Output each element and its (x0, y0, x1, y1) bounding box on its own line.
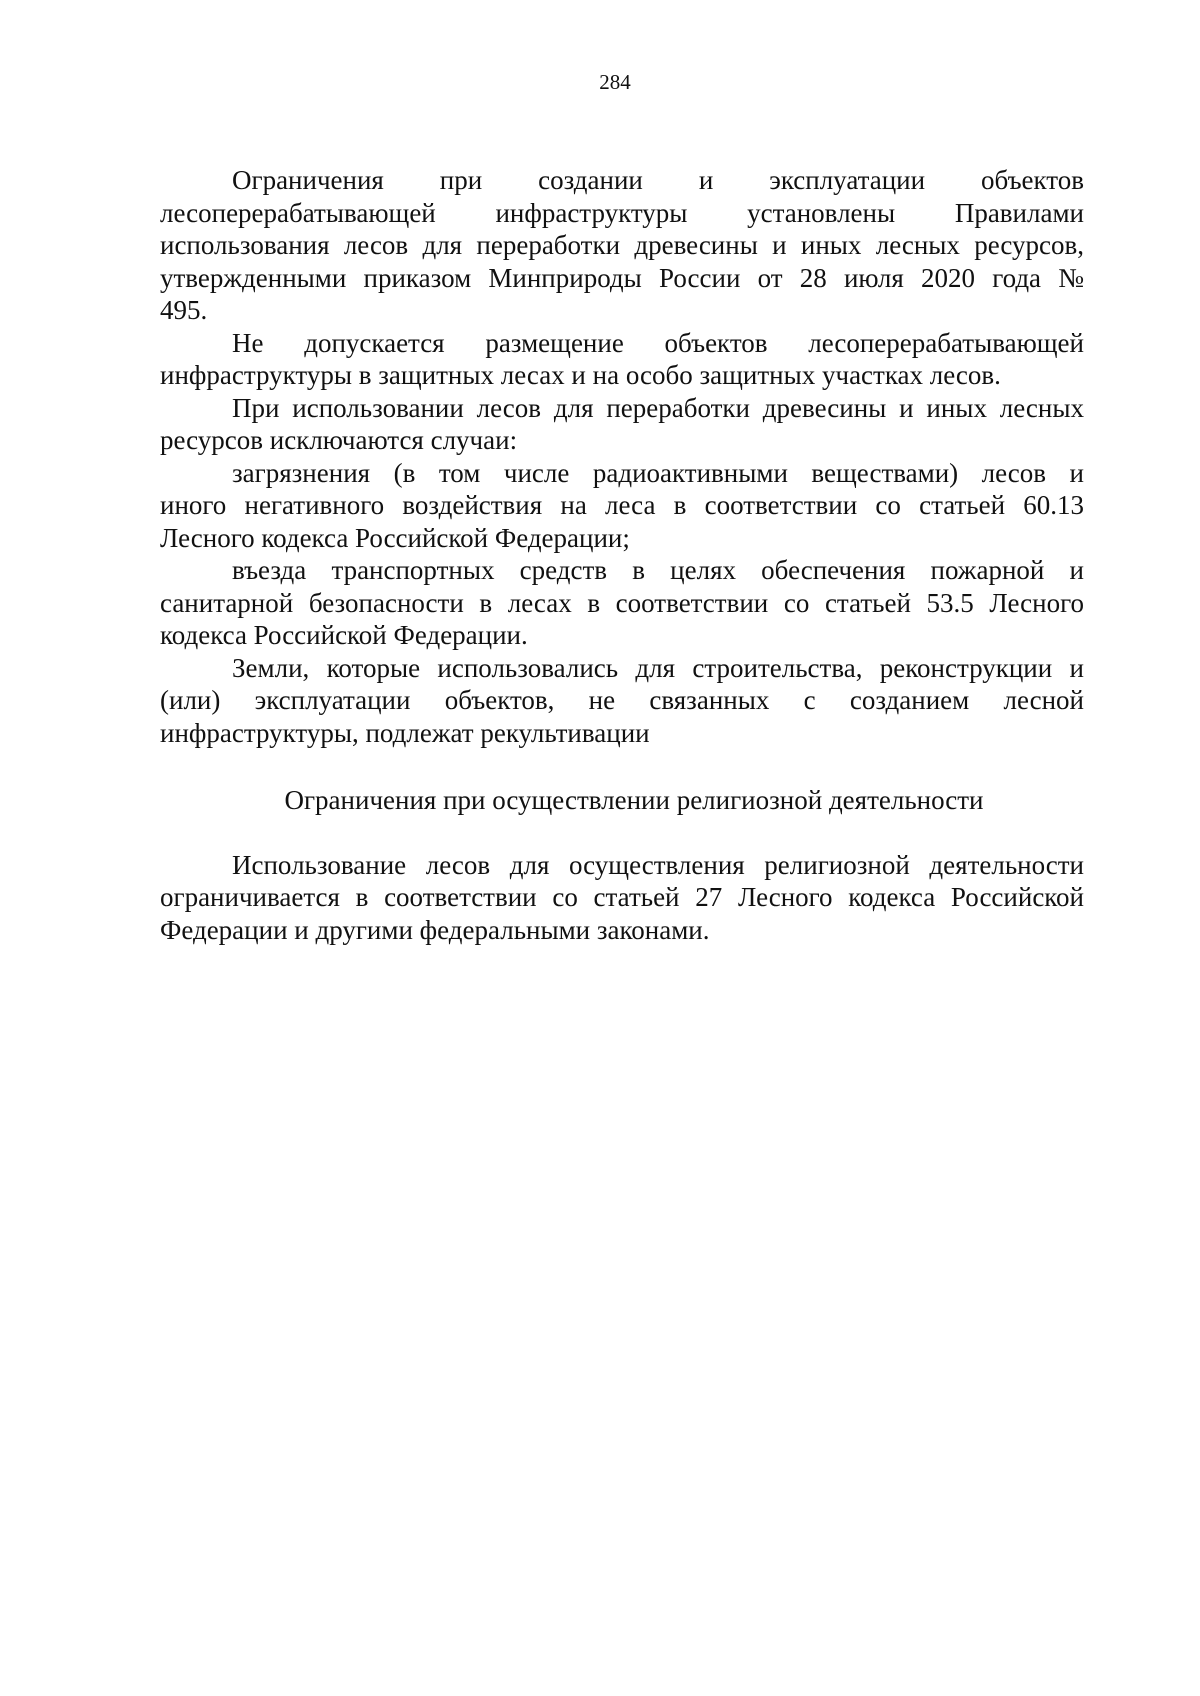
text-line: ресурсов исключаются случаи: (160, 425, 518, 455)
document-body (160, 164, 1084, 946)
paragraph-land-recultivation (160, 652, 1084, 750)
text-line: загрязнения (в том числе радиоактивными веществами) лесов и (232, 457, 1084, 488)
text-line: использования лесов для переработки древесины и иных лесных ресурсов, (160, 230, 1084, 260)
paragraph-vehicle-entry-case (160, 554, 1084, 652)
paragraph-excluded-cases (160, 392, 1084, 457)
text-line: Земли, которые использовались для строительства, реконструкции и (232, 652, 1084, 683)
text-line: При использовании лесов для переработки древесины и иных лесных (232, 392, 1084, 423)
text-line: Ограничения при создании и эксплуатации объектов (232, 165, 1084, 195)
paragraph-religious-activity (160, 849, 1084, 947)
text-line: ограничивается в соответствии со статьей 27 Лесного кодекса Российской (160, 882, 1084, 912)
text-line: Использование лесов для осуществления религиозной деятельности (232, 849, 1084, 880)
text-line: Не допускается размещение объектов лесоперерабатывающей (232, 327, 1084, 358)
text-line: Лесного кодекса Российской Федерации; (160, 522, 630, 553)
paragraph-placement-prohibition (160, 327, 1084, 392)
paragraph-forest-processing-rules (160, 164, 1084, 327)
text-line: (или) эксплуатации объектов, не связанных с созданием лесной (160, 685, 1084, 715)
text-line: санитарной безопасности в лесах в соответствии со статьей 53.5 Лесного (160, 587, 1084, 618)
text-line: инфраструктуры в защитных лесах и на особо защитных участках лесов. (160, 360, 1001, 390)
page-number: 284 (599, 70, 631, 94)
text-line: лесоперерабатывающей инфраструктуры установлены Правилами (160, 197, 1084, 228)
text-line: въезда транспортных средств в целях обеспечения пожарной и (232, 555, 1084, 585)
text-line: иного негативного воздействия на леса в соответствии со статьей 60.13 (160, 490, 1084, 520)
text-line: инфраструктуры, подлежат рекультивации (160, 717, 650, 748)
text-line: утвержденными приказом Минприроды России от 28 июля 2020 года № (160, 262, 1084, 293)
text-line: 495. (160, 295, 208, 325)
paragraph-pollution-case (160, 457, 1084, 555)
section-heading: Ограничения при осуществлении религиозной деятельности (284, 785, 984, 815)
text-line: кодекса Российской Федерации. (160, 620, 528, 650)
text-line: Федерации и другими федеральными законами. (160, 914, 710, 945)
